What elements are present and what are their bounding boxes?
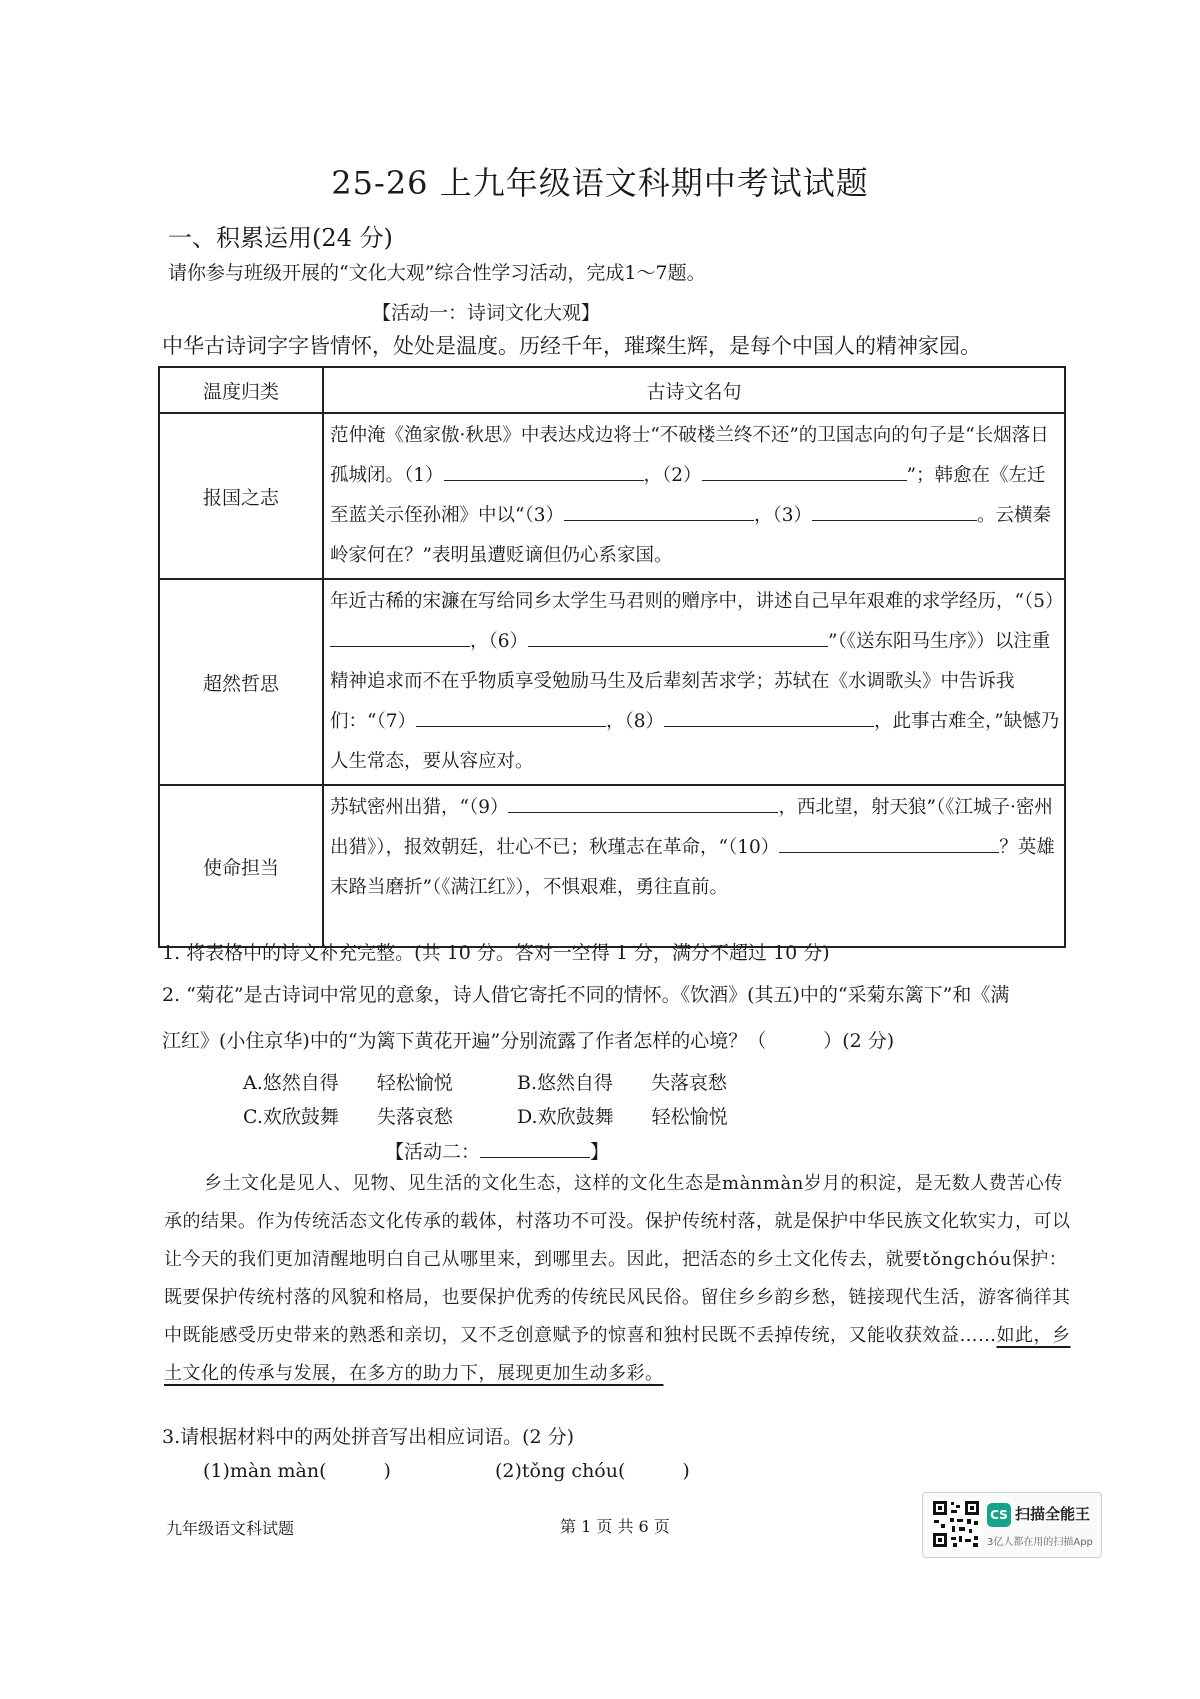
passage-underlined-text: 如此，乡土文化的传承与发展，在多方的助力下，展现更加生动多彩。 (164, 1325, 1071, 1384)
line-text: 。云横秦岭家何在？”表明虽遭贬谪但仍心系家国。 (330, 505, 1052, 566)
question-2-line-1: 2. “菊花”是古诗词中常见的意象，诗人借它寄托不同的情怀。《饮酒》(其五)中的“采菊东篱下”和《满 (162, 984, 1010, 1006)
option-c[interactable]: C.欢欣鼓舞 失落哀愁 (243, 1106, 453, 1128)
line-text: 范仲淹《渔家傲·秋思》中表达戍边将士“不破楼兰终不还”的卫国志向的句子是“长烟落日孤城闭。（1） (330, 425, 1049, 486)
line-text: ，西北望，射天狼”（《江城子·密州出猎》），报效朝廷，壮心不已；秋瑾志在革命，“（10） (330, 797, 1053, 858)
reading-passage (164, 1165, 1080, 1393)
lines-cell (323, 785, 1065, 947)
intro-text: 请你参与班级开展的“文化大观”综合性学习活动，完成1～7题。 (168, 262, 706, 284)
line-text: ，此事古难全，”缺憾乃人生常态，要从容应对。 (330, 711, 1060, 772)
activity-one-heading: 【活动一：诗词文化大观】 (372, 302, 601, 324)
scanner-app-name: 扫描全能王 (1015, 1505, 1091, 1523)
table-row (159, 579, 1065, 785)
question-3: 3.请根据材料中的两处拼音写出相应词语。(2 分) (162, 1426, 575, 1448)
footer-subject: 九年级语文科试题 (166, 1519, 295, 1538)
line-text: ，（6） (470, 631, 529, 652)
line-text: ？英雄末路当磨折”（《满江红》），不惧艰难，勇往直前。 (330, 837, 1055, 898)
activity-two-prefix: 【活动二： (385, 1141, 481, 1163)
fill-blank[interactable] (444, 462, 644, 481)
fill-blank[interactable] (528, 628, 828, 647)
fill-blank[interactable] (664, 708, 874, 727)
table-header-category: 温度归类 (159, 367, 323, 413)
table-header-lines: 古诗文名句 (323, 367, 1065, 413)
activity-two-heading (385, 1137, 609, 1164)
table-row (159, 413, 1065, 579)
lead-sentence: 中华古诗词字字皆情怀，处处是温度。历经千年，璀璨生辉，是每个中国人的精神家园。 (162, 334, 981, 358)
fill-blank[interactable] (779, 834, 999, 853)
fill-blank[interactable] (330, 628, 470, 647)
fill-blank[interactable] (812, 502, 977, 521)
table-header-row (159, 367, 1065, 413)
fill-blank[interactable] (702, 462, 907, 481)
question-2-line-2: 江红》(小住京华)中的“为篱下黄花开遍”分别流露了作者怎样的心境？（ ）(2 分) (162, 1030, 895, 1052)
line-text: ，（3） (753, 505, 813, 526)
line-text: 年近古稀的宋濂在写给同乡太学生马君则的赠序中，讲述自己早年艰难的求学经历，“（5） (330, 591, 1064, 612)
question-3-item-2[interactable]: (2)tǒng chóu( ) (495, 1460, 690, 1482)
option-a[interactable]: A.悠然自得 轻松愉悦 (243, 1072, 453, 1094)
page-number: 第 1 页 共 6 页 (560, 1517, 670, 1536)
option-d[interactable]: D.欢欣鼓舞 轻松愉悦 (517, 1106, 728, 1128)
lines-cell (323, 579, 1065, 785)
option-b[interactable]: B.悠然自得 失落哀愁 (517, 1072, 728, 1094)
fill-blank[interactable] (564, 502, 754, 521)
table-row (159, 785, 1065, 947)
qr-code-icon (931, 1499, 981, 1549)
line-text: ，（2） (643, 465, 702, 486)
line-text: ”（《送东阳马生序》）以注重精神追求而不在乎物质享受勉励马生及后辈刻苦求学；苏轼在《水调歌头》中告诉我们：“（7） (330, 631, 1051, 732)
section-heading: 一、积累运用(24 分) (168, 224, 393, 252)
poetry-table (158, 366, 1066, 948)
line-text: ，（8） (605, 711, 665, 732)
line-text: ”；韩愈在《左迁至蓝关示侄孙湘》中以“（3） (330, 465, 1046, 526)
question-1: 1. 将表格中的诗文补充完整。(共 10 分。答对一空得 1 分，满分不超过 10 分) (162, 942, 830, 964)
page-title: 25-26 上九年级语文科期中考试试题 (331, 164, 869, 202)
cs-logo-icon: CS (987, 1503, 1011, 1527)
fill-blank[interactable] (508, 794, 778, 813)
line-text: 苏轼密州出猎，“（9） (330, 797, 509, 818)
scanner-watermark (922, 1492, 1102, 1558)
passage-main-text: 乡土文化是见人、见物、见生活的文化生态，这样的文化生态是mànmàn岁月的积淀，是无数人费苦心传承的结果。作为传统活态文化传承的载体，村落功不可没。保护传统村落，就是保护中华民族文化软实力，可以让今天的我们更加清醒地明白自己从哪里来，到哪里去。因此，把活态的乡土文化传去，就要tǒngchóu保护：既要保护传统村落的风貌和格局，也要保护优秀的传统民风民俗。留住乡乡韵乡愁，链接现代生活，游客徜徉其中既能感受历史带来的熟悉和亲切，又不乏创意赋予的惊喜和独村民既不丢掉传统，又能收获效益…… (164, 1173, 1071, 1346)
activity-two-blank[interactable] (480, 1139, 590, 1158)
category-cell: 超然哲思 (159, 579, 323, 785)
activity-two-suffix: 】 (590, 1141, 610, 1163)
question-3-item-1[interactable]: (1)màn màn( ) (203, 1460, 391, 1482)
scanner-slogan: 3亿人都在用的扫描App (987, 1537, 1093, 1548)
lines-cell (323, 413, 1065, 579)
category-cell: 使命担当 (159, 785, 323, 947)
category-cell: 报国之志 (159, 413, 323, 579)
fill-blank[interactable] (416, 708, 606, 727)
